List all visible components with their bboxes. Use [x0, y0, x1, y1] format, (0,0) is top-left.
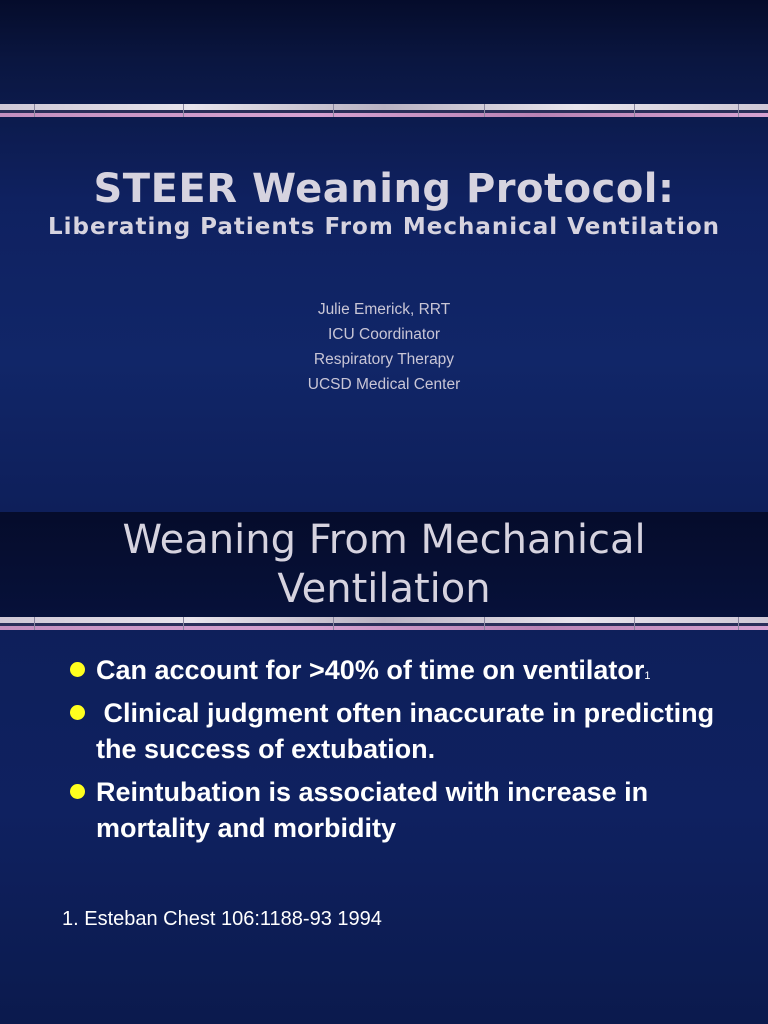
footnote: 1. Esteban Chest 106:1188-93 1994 [62, 908, 382, 930]
slide-title [0, 516, 768, 614]
bullet-item [70, 695, 730, 767]
bullet-dot-icon [70, 705, 85, 720]
author-institution: UCSD Medical Center [307, 376, 461, 393]
author-department: Respiratory Therapy [313, 351, 455, 368]
bullet-item [70, 652, 730, 688]
bullet-item [70, 774, 730, 846]
footnote-marker: 1 [644, 670, 651, 682]
decorative-rule [0, 104, 768, 118]
content-slide [0, 512, 768, 1024]
bullet-text: Can account for >40% of time on ventilator [96, 655, 645, 685]
author-block [0, 297, 768, 397]
slide-title: STEER Weaning Protocol: [93, 166, 675, 212]
bullet-dot-icon [70, 662, 85, 677]
slide-title-line: Ventilation [277, 566, 491, 612]
slide-title-line: Weaning From Mechanical [122, 517, 646, 563]
decorative-rule [0, 617, 768, 631]
bullet-dot-icon [70, 784, 85, 799]
bullet-text: Clinical judgment often inaccurate in predicting the success of extubation. [96, 698, 722, 764]
bullet-list [70, 652, 730, 853]
author-role: ICU Coordinator [328, 326, 440, 343]
bullet-text: Reintubation is associated with increase in mortality and morbidity [96, 777, 649, 843]
slide-subtitle: Liberating Patients From Mechanical Ventilation [47, 214, 721, 240]
author-name: Julie Emerick, RRT [317, 301, 451, 318]
